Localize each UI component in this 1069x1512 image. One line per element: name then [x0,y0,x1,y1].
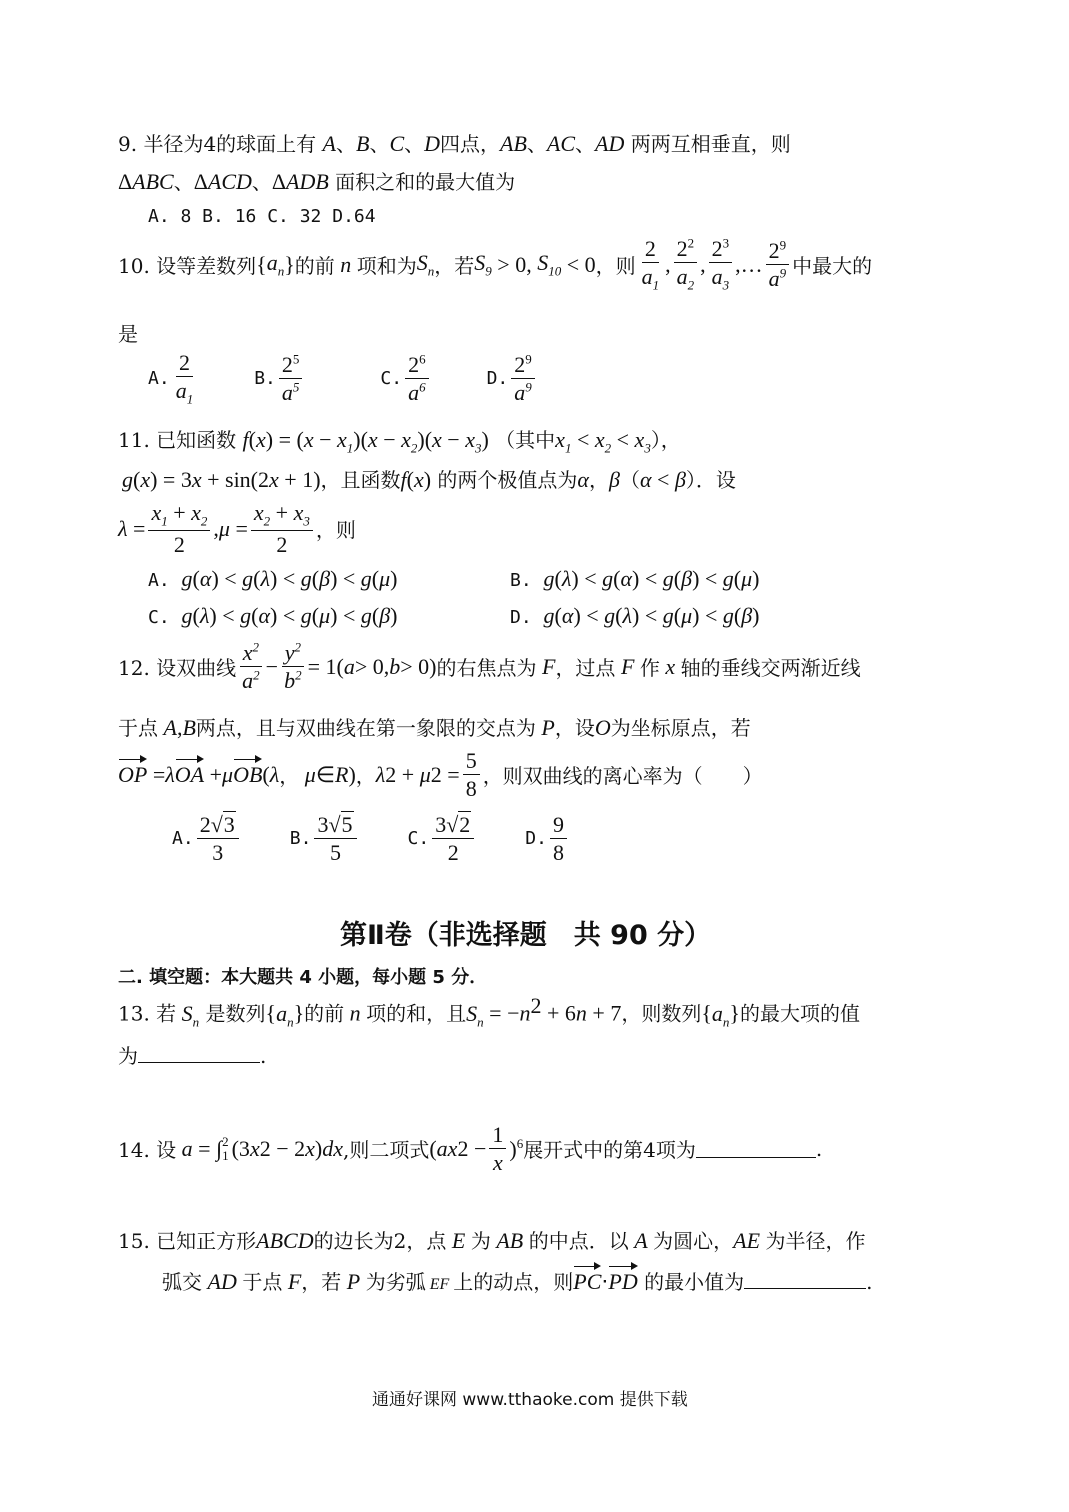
answer-blank[interactable] [696,1139,816,1158]
q12-options: A. $\frac{2√3}{3}$ B. $\frac{3√5}{5}$ C. $\frac{3√2}{2}$ D. $\frac{9}{8}$ [172,812,570,866]
q11-line2: g(x) = 3x + sin(2x + 1)，且函数f(x) 的两个极值点为α，β（α < β）．设 [122,467,736,492]
section-title: 第Ⅱ卷（非选择题 共 90 分） [340,920,712,951]
q13-line2: 为 . [118,1044,267,1068]
footer: 通通好课网 www.tthaoke.com 提供下载 [372,1390,688,1410]
q11-option-c: C. g(λ) < g(α) < g(μ) < g(β) [148,603,398,628]
q10-options: A. $\frac{2}{a_1}$ B. $\frac{2^5}{a^5}$ C. $\frac{2^6}{a^6}$ D. $\frac{2^9}{a^9}$ [148,350,538,408]
section-subtitle: 二. 填空题：本大题共 4 小题，每小题 5 分． [118,967,488,988]
q11-option-b: B. g(λ) < g(α) < g(β) < g(μ) [510,566,760,591]
q14-line: 14. 设 a = ∫ 2 1 (3 x 2 − 2 x ) dx ,则二项式 ( ax 2 − $\frac{1}{x}$ )$^6$ 展开式中的第4项为 . [118,1122,823,1176]
math: A [322,131,336,156]
q12-line3: OP = λ OA + μ OB ( λ ， μ ∈ R ) ， λ 2 + μ 2 = $\frac{5}{8}$ ，则双曲线的离心率为（ ） [118,748,763,802]
q12-line1: 12. 设双曲线 $\frac{x^2}{a^2}$ − $\frac{y^2}{b^2}$ = 1( a > 0, b > 0) 的右焦点为 F ，过点 F 作 x 轴的垂线交两渐近线 [118,639,861,694]
answer-blank[interactable] [138,1044,260,1063]
q10-line1: 10. 设等差数列 { $a_n$ } 的前 n 项和为 $S_n$ ，若 $S_9$ > 0, $S_{10}$ < 0 ，则 $\frac{2}{a_1}$ , $\frac{2^2}{a_2}$ , $\frac{2^3}{a_3}$ ,… $\frac{2^9}{a^9}$ 中最大的 [118,235,873,293]
q12-line2: 于点 A,B两点，且与双曲线在第一象限的交点为 P，设O为坐标原点，若 [118,715,751,740]
q15-line1: 15. 已知正方形ABCD的边长为2，点 E 为 AB 的中点．以 A 为圆心，AE 为半径，作 [118,1228,866,1253]
answer-blank[interactable] [744,1270,866,1289]
q9-options: A. 8 B. 16 C. 32 D.64 [148,206,376,227]
q9-text: 9. 半径为4的球面上有 [118,132,317,156]
q11-line1: 11. 已知函数 $f(x) = (x - x_1)(x - x_2)(x - x_3)$ （其中$x_1 < x_2 < x_3$）， [118,427,681,456]
q15-line2: 弧交 AD 于点 F，若 P 为劣弧 EF 上的动点，则PC⋅PD 的最小值为 . [162,1269,873,1294]
q9-line1: 9. 半径为4的球面上有 A、B、C、D四点，AB、AC、AD 两两互相垂直，则 [118,131,791,156]
q13-line1: 13. 若 $S_n$ 是数列$\{a_n\}$的前 n 项的和，且$S_n = -n^2 + 6n + 7$，则数列$\{a_n\}$的最大项的值 [118,993,860,1030]
q11-option-d: D. g(α) < g(λ) < g(μ) < g(β) [510,603,760,628]
q10-line2: 是 [118,322,138,346]
q11-line3: λ = $\frac{x_1 + x_2}{2}$ , μ = $\frac{x_2 + x_3}{2}$ ，则 [118,500,356,558]
q11-option-a: A. g(α) < g(λ) < g(β) < g(μ) [148,566,398,591]
q9-line2: ΔABC、ΔACD、ΔADB 面积之和的最大值为 [118,169,516,194]
